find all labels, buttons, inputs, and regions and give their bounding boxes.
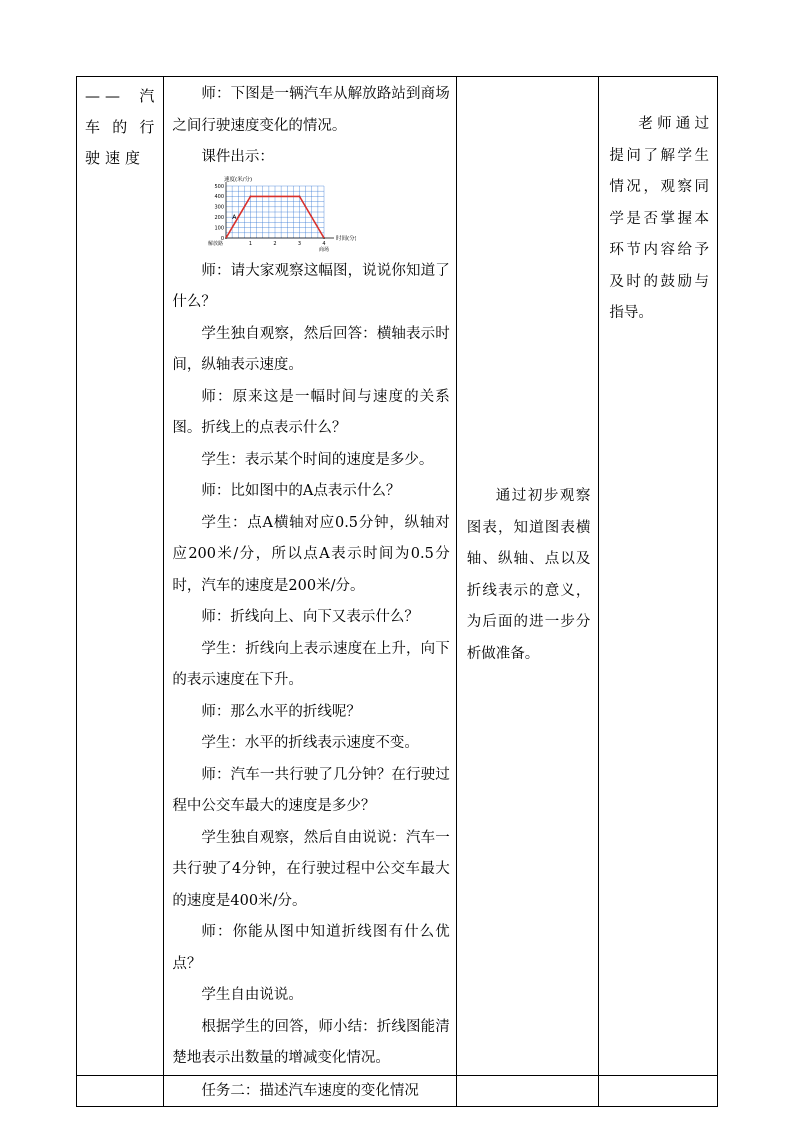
section-title: ——汽车的行驶速度 xyxy=(85,87,160,167)
y-tick-label: 500 xyxy=(214,183,225,190)
section-cell xyxy=(77,77,164,1076)
x-tick-label: 3 xyxy=(298,240,302,247)
evaluation-cell xyxy=(599,77,718,1076)
y-tick-label: 0 xyxy=(221,235,225,242)
table-row xyxy=(77,77,718,1076)
design-intent-text: 通过初步观察图表，知道图表横轴、纵轴、点以及折线表示的意义，为后面的进一步分析做准备。 xyxy=(466,488,591,662)
speed-chart-svg xyxy=(206,176,356,254)
paragraph: 学生自由说说。 xyxy=(201,987,303,1003)
paragraph: 师：你能从图中知道折线图有什么优点？ xyxy=(172,924,450,972)
x-tick-label: 4 xyxy=(322,240,326,247)
paragraph: 学生：水平的折线表示速度不变。 xyxy=(201,735,419,751)
paragraph: 学生独自观察，然后回答：横轴表示时间，纵轴表示速度。 xyxy=(172,325,450,373)
paragraph: 师：原来这是一幅时间与速度的关系图。折线上的点表示什么？ xyxy=(172,388,450,436)
y-tick-label: 100 xyxy=(214,224,225,231)
paragraph: 师：比如图中的A点表示什么？ xyxy=(201,483,401,499)
evaluation-text: 老师通过提问了解学生情况，观察同学是否掌握本环节内容给予及时的鼓励与指导。 xyxy=(609,116,709,321)
activity-cell xyxy=(164,77,456,1076)
dialogue-paragraphs xyxy=(172,256,449,1075)
point-a-label: A xyxy=(232,213,237,221)
chart-ticks xyxy=(215,183,326,246)
activity-content xyxy=(164,77,455,1075)
table-row xyxy=(77,1075,718,1106)
paragraph: 师：请大家观察这幅图，说说你知道了什么？ xyxy=(172,262,450,310)
x-start-label: 解放路 xyxy=(208,240,224,247)
y-axis-label: 速度(米/分) xyxy=(224,176,253,183)
x-tick-label: 2 xyxy=(273,240,277,247)
paragraph: 师：那么水平的折线呢？ xyxy=(201,703,361,720)
x-axis-label: 时间(分) xyxy=(336,235,357,242)
paragraph: 根据学生的回答，师小结：折线图能清楚地表示出数量的增减变化情况。 xyxy=(172,1018,450,1066)
paragraph: 学生：表示某个时间的速度是多少。 xyxy=(201,451,434,468)
speed-chart xyxy=(206,176,356,254)
next-task-title: 任务二：描述汽车速度的变化情况 xyxy=(201,1082,419,1099)
y-tick-label: 200 xyxy=(214,214,225,221)
task-cell xyxy=(164,1075,456,1106)
empty-cell xyxy=(456,1075,599,1106)
paragraph: 学生：折线向上表示速度在上升，向下的表示速度在下升。 xyxy=(172,640,450,688)
y-tick-label: 300 xyxy=(214,204,225,211)
x-tick-label: 1 xyxy=(249,240,253,247)
paragraph: 学生：点A横轴对应0.5分钟，纵轴对应200米/分，所以点A表示时间为0.5分时，汽车的速度是200米/分。 xyxy=(172,514,450,594)
empty-cell xyxy=(599,1075,718,1106)
y-tick-label: 400 xyxy=(214,193,225,200)
x-end-label: 商场 xyxy=(319,246,330,253)
paragraph: 师：下图是一辆汽车从解放路站到商场之间行驶速度变化的情况。 xyxy=(172,86,450,134)
paragraph: 师：折线向上、向下又表示什么？ xyxy=(201,609,419,625)
empty-cell xyxy=(77,1075,164,1106)
lesson-plan-table xyxy=(76,76,718,1107)
paragraph: 课件出示： xyxy=(201,149,274,165)
design-intent-cell xyxy=(456,77,599,1076)
paragraph: 师：汽车一共行驶了几分钟？在行驶过程中公交车最大的速度是多少？ xyxy=(172,766,450,814)
paragraph: 学生独自观察，然后自由说说：汽车一共行驶了4分钟，在行驶过程中公交车最大的速度是400米/分。 xyxy=(172,829,450,909)
